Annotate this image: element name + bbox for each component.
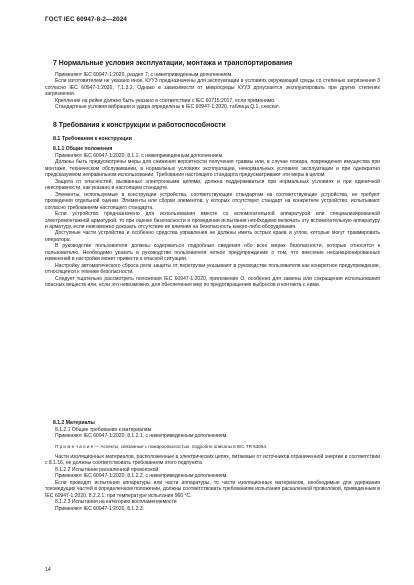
subsection-8-1-2-title: 8.1.2 Материалы bbox=[53, 420, 95, 426]
paragraph: В руководстве пользователя должны содержаться подробные сведения обо всех мерах безопасности, которые относятся к пользователю. Необходимо указать в руководстве пользователя четкое предупреждение о том, что внесение несанкционированных изменений в настройки может привести к опасной ситуации. bbox=[45, 243, 380, 263]
subclause-8-1-2-2-title: 8.1.2.2 Испытание раскаленной проволокой bbox=[55, 466, 159, 473]
paragraph: Настройку автоматического сброса реле защиты от перегрузки указывают в руководстве пользователя как конкретное предупреждение, относящееся к технике безопасности. bbox=[45, 262, 380, 276]
subsection-8-1-1-title: 8.1.1 Общие положения bbox=[53, 146, 113, 152]
paragraph: Применяют IEC 60947-1:2020, 8.1.1, с нижеприведенным дополнением. bbox=[55, 153, 224, 159]
paragraph: Элементы, используемые в конструкции устройства, соответствующие стандартам на соответствующие устройства, не требуют проведения отдельной оценки. Элементы или сборки элементов, у которых отсутствует стандарт на конкретное устройство, испытывают согласно требованиям настоящего стандарта. bbox=[45, 191, 380, 211]
paragraph: Если изготовителем не указано иное, КУУЗ предназначены для эксплуатации в условиях окружающей среды со степенью загрязнения 3 согласно IEC 60947-1:2020, 7.1.3.2. Однако в зависимости от микросреды КУУЗ допускается эксплуатировать при других степенях загрязнения. bbox=[45, 78, 380, 98]
paragraph: Крепление на рейке должно быть указано в соответствии с IEC 60715:2017, если применимо. bbox=[55, 97, 276, 104]
paragraph: Должны быть предусмотрены меры для снижения вероятности получения травмы или, в случае пожара, повреждения имущества при монтаже, техническом обслуживании, в нормальных условиях эксплуатации, ненормальных условиях эксплуатации и при однократно предсказуемом неправильном использовании. Требования настоящего стандарта предусматривают эти меры в целом. bbox=[45, 159, 380, 179]
paragraph: Применяют IEC 60947-1:2020, 8.1.2.2, с нижеприведенным дополнением. bbox=[55, 473, 228, 480]
paragraph: Применяют IEC 60947-1:2020, раздел 7, с нижеприведенным дополнением. bbox=[55, 72, 233, 78]
section-8-1-1-body bbox=[45, 153, 380, 289]
paragraph: Применяют IEC 60947-1:2020, 8.1.2.3. bbox=[55, 505, 145, 512]
paragraph: Доступные части устройства и особенно средства управления не должны иметь острых краев и углов, которые могут травмировать оператора. bbox=[45, 230, 380, 243]
subclause-8-1-2-3-title: 8.1.2.3 Испытания на категорию воспламеняемости bbox=[55, 499, 177, 506]
paragraph: Защита от опасностей, вызванных электронными цепями, должна поддерживаться при нормальных условиях и при единичной неисправности, как указано в настоящем стандарте. bbox=[45, 178, 380, 192]
paragraph: Стандартные условия вибрации и удара определены в IEC 60947-1:2020, таблица Q.1, сноска⁶. bbox=[55, 104, 281, 111]
section-8-1-2-body bbox=[45, 427, 380, 512]
section-8-title: 8 Требования к конструкции и работоспособности bbox=[53, 122, 226, 129]
paragraph: Части изоляционных материалов, расположенные в электрических цепях, питаемые от источников ограниченной энергии в соответствии с 8.1.16, не должны соответствовать требованиям этого подпункта. bbox=[45, 453, 380, 467]
note: П р и м е ч а н и е — Аспекты, связанные с пожароопасностью, подробно описаны в IEC TR 63054. bbox=[55, 443, 268, 449]
paragraph: Следует тщательно рассмотреть положения IEC 60947-1:2020, приложение O, особенно для замены или сокращения использования опасных веществ или, если это невозможно, для обеспечения мер по предотвращению выбросов и контакта с ними. bbox=[45, 275, 380, 289]
paragraph: Если устройство предназначено для использования вместе со вспомогательной аппаратурой или специализированной электромонтажной арматурой, то при оценке безопасности и проведении испытания необходимо включать эту вспомогательную аппаратуру и арматуру, если невозможно доказать отсутствие ее влияния на безопасность какого-либо оборудования. bbox=[45, 211, 380, 230]
subclause-8-1-2-1-title: 8.1.2.1 Общие требования к материалам bbox=[55, 427, 152, 433]
section-7-title: 7 Нормальные условия эксплуатации, монтажа и транспортирования bbox=[53, 60, 293, 67]
page-number: 14 bbox=[45, 567, 51, 573]
subsection-8-1-title: 8.1 Требования к конструкции bbox=[53, 136, 132, 142]
paragraph: Применяют IEC 60947-1:2020, 8.1.2.1, с нижеприведенным дополнением. bbox=[55, 433, 228, 440]
section-7-body bbox=[45, 72, 380, 111]
paragraph: Если проводят испытания аппаратуры или части аппаратуры, то части изоляционных материалов, необходимые для удержания токоведущих частей в определенном положении, должны соответствовать требованиям испытания раскаленной проволокой, приведенным в IEC 60947-1:2020, 8.2.2.1, при температуре испытания 960 °C. bbox=[45, 479, 380, 499]
document-header: ГОСТ IEC 60947-8-2—2024 bbox=[45, 16, 127, 23]
